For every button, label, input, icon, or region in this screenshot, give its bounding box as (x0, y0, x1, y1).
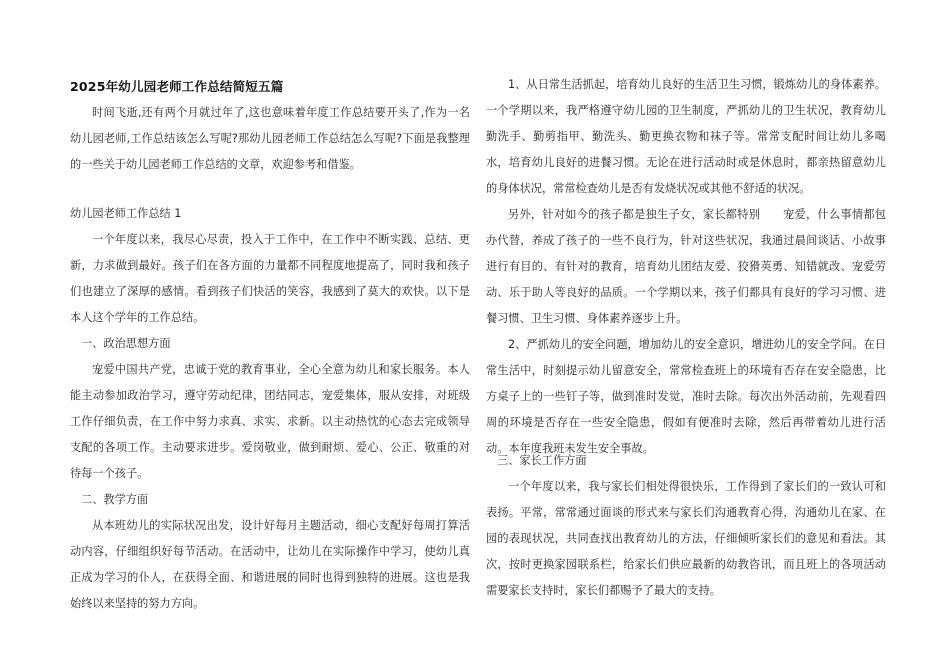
intro-paragraph: 时间飞逝,还有两个月就过年了,这也意味着年度工作总结要开头了,作为一名幼儿园老师,工作总结该怎么写呢?那幼儿园老师工作总结怎么写呢?下面是我整理的一些关于幼儿园老师工作总结的文章，欢迎参考和借鉴。 (70, 106, 470, 171)
point1-paragraph: 1、从日常生活抓起，培育幼儿良好的生活卫生习惯，锻炼幼儿的身体素养。一个学期以来，我严格遵守幼儿园的卫生制度，严抓幼儿的卫生状况，教育幼儿勤洗手、勤剪指甲、勤洗头、勤更换衣物和袜子等。常常支配时间让幼儿多喝水，培育幼儿良好的进餐习惯。无论在进行活动时或是休息时，都亲热留意幼儿的身体状况，常常检查幼儿是否有发烧状况或其他不舒适的状况。 (486, 78, 886, 195)
document-title: 2025年幼儿园老师工作总结简短五篇 (70, 79, 284, 94)
section3-heading: 三、家长工作方面 (497, 454, 587, 467)
point2-paragraph: 2、严抓幼儿的安全问题，增加幼儿的安全意识，增进幼儿的安全学问。在日常生活中，时刻提示幼儿留意安全，常常检查班上的环境有否存在安全隐患，比方桌子上的一些钉子等，做到准时发觉，准时去除。每次出外活动前，先观看四周的环境是否存在一些安全隐患，假如有便准时去除，然后再带着幼儿进行活动。本年度我班未发生安全事故。 (486, 338, 886, 455)
summary-heading: 幼儿园老师工作总结 1 (70, 207, 182, 220)
section3-paragraph: 一个年度以来，我与家长们相处得很快乐，工作得到了家长们的一致认可和表扬。平常，常常通过面谈的形式来与家长们沟通教育心得，沟通幼儿在家、在园的表现状况，共同查找出教育幼儿的方法，仔细倾听家长们的意见和看法。其次，按时更换家园联系栏，给家长们供应最新的幼教咨讯，而且班上的各项活动需要家长支持时，家长们都赐予了最大的支持。 (486, 480, 886, 597)
section1-paragraph: 宠爱中国共产党，忠诚于党的教育事业，全心全意为幼儿和家长服务。本人能主动参加政治学习，遵守劳动纪律，团结同志，宠爱集体，服从安排，对班级工作仔细负责，在工作中努力求真、求实、求新。以主动热忱的心态去完成领导支配的各项工作。主动要求进步。爱岗敬业，做到耐烦、爱心、公正、敬重的对待每一个孩子。 (70, 363, 470, 480)
section1-heading: 一、政治思想方面 (81, 337, 171, 350)
section2-paragraph: 从本班幼儿的实际状况出发，设计好每月主题活动，细心支配好每周打算活动内容，仔细组织好每节活动。在活动中，让幼儿在实际操作中学习，使幼儿真正成为学习的仆人，在获得全面、和谐进展的同时也得到独特的进展。这也是我始终以来坚持的努力方向。 (70, 519, 470, 610)
summary-intro-paragraph: 一个年度以来，我尽心尽责，投入于工作中，在工作中不断实践、总结、更新，力求做到最好。孩子们在各方面的力量都不同程度地提高了，同时我和孩子们也建立了深厚的感情。看到孩子们快活的笑容，我感到了莫大的欢快。以下是本人这个学年的工作总结。 (70, 233, 470, 324)
section2-heading: 二、教学方面 (81, 493, 149, 506)
point1-extra-paragraph: 另外，针对如今的孩子都是独生子女，家长都特别 宠爱，什么事情都包办代替，养成了孩子的一些不良行为，针对这些状况，我通过晨间谈话、小故事进行有目的、有针对的教育，培育幼儿团结友爱、狡猾英勇、知错就改、宠爱劳动、乐于助人等良好的品质。一个学期以来，孩子们都具有良好的学习习惯、进餐习惯、卫生习惯、身体素养逐步上升。 (486, 208, 886, 325)
